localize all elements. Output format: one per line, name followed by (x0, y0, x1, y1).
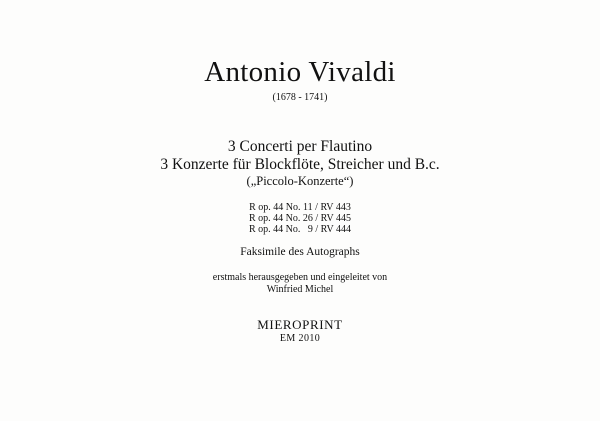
work-subtitle: („Piccolo-Konzerte“) (246, 174, 354, 188)
publisher-name: MIEROPRINT (257, 317, 343, 332)
composer-name: Antonio Vivaldi (204, 56, 396, 88)
edited-by-line: erstmals herausgegeben und eingeleitet von (212, 272, 388, 283)
work-title: 3 Concerti per Flautino (227, 138, 373, 155)
catalog-ref: R op. 44 No. 11 / RV 443 (249, 202, 351, 213)
work-title-german: 3 Konzerte für Blockflöte, Streicher und B.c. (160, 156, 440, 173)
catalog-number: EM 2010 (279, 333, 321, 344)
composer-dates: (1678 - 1741) (272, 92, 328, 103)
editor-name: Winfried Michel (266, 284, 334, 295)
facsimile-note: Faksimile des Autographs (240, 246, 360, 258)
catalog-ref: R op. 44 No. 9 / RV 444 (248, 224, 352, 235)
catalog-ref: R op. 44 No. 26 / RV 445 (248, 213, 352, 224)
